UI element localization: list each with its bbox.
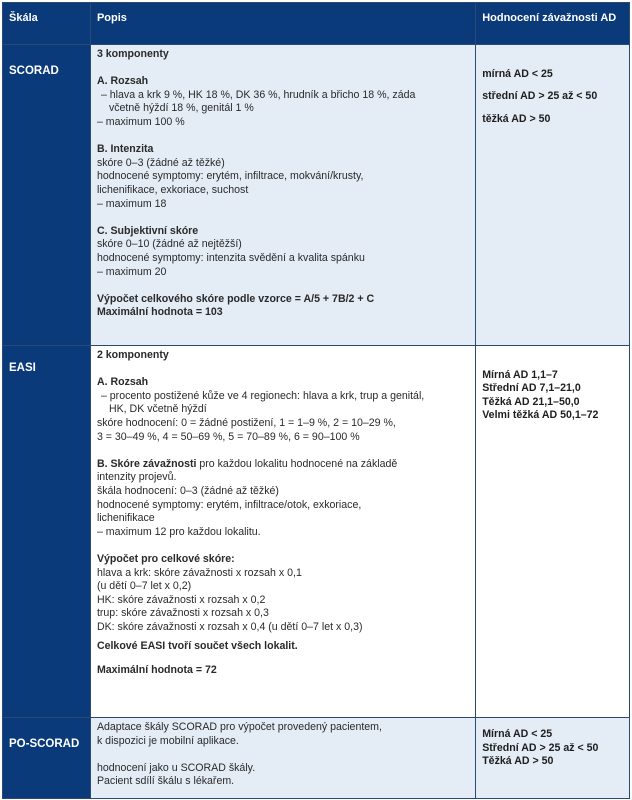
poscorad-description [90,718,475,799]
scorad-c-title: C. Subjektivní skóre [96,224,199,237]
poscorad-sev1: Mírná AD < 25 [482,728,553,740]
poscorad-line4: Pacient sdílí škálu s lékařem. [96,775,235,788]
scorad-a-line2: včetně hýždí 18 %, genitál 1 % [108,102,254,115]
easi-total: Celkové EASI tvoří součet všech lokalit. [96,640,298,653]
easi-calc4: trup: skóre závažnosti x rozsah x 0,3 [96,607,269,620]
scorad-b-line2: hodnocené symptomy: erytém, infiltrace, mokvání/krusty, [96,170,364,183]
scorad-c-line2: hodnocené symptomy: intenzita svědění a kvalita spánku [96,251,365,264]
easi-description [90,346,475,718]
poscorad-line1: Adaptace škály SCORAD pro výpočet provedený pacientem, [96,721,382,733]
scorad-sev3: těžká AD > 50 [482,112,551,125]
easi-b-title: B. Skóre závažnosti [96,457,197,470]
easi-calc1: hlava a krk: skóre závažnosti x rozsah x 0,1 [96,566,302,579]
easi-calc-title: Výpočet pro celkové skóre: [96,552,235,565]
scorad-b-title: B. Intenzita [96,143,154,156]
easi-a-line2: HK, DK včetně hýždí [108,403,207,416]
scorad-components: 3 komponenty [96,48,169,60]
easi-b-line5: – maximum 12 pro každou lokalitu. [96,525,261,538]
scorad-b-line4: – maximum 18 [96,197,167,210]
scorad-a-line3: – maximum 100 % [96,115,185,128]
scorad-c-line1: skóre 0–10 (žádné až nejtěžší) [96,238,242,251]
easi-sev4: Velmi těžká AD 50,1–72 [482,409,599,422]
header-scale: Škála [3,3,91,45]
table-row-poscorad [3,718,630,799]
easi-sev3: Těžká AD 21,1–50,0 [482,395,580,408]
scorad-b-line1: skóre 0–3 (žádné až těžké) [96,156,225,169]
easi-b-line3: hodnocené symptomy: erytém, infiltrace/otok, exkoriace, [96,498,362,511]
header-severity: Hodnocení závažnosti AD [476,3,630,45]
easi-components: 2 komponenty [96,349,169,361]
poscorad-sev2: Střední AD > 25 až < 50 [482,741,599,754]
scale-name-poscorad: PO-SCORAD [3,718,91,799]
easi-a-line1: – procento postižené kůže ve 4 regionech: hlava a krk, trup a genitál, [100,389,425,402]
scale-name-scorad: SCORAD [3,45,91,346]
easi-max: Maximální hodnota = 72 [96,664,217,677]
header-description: Popis [90,3,475,45]
poscorad-line3: hodnocení jako u SCORAD škály. [96,761,256,774]
easi-b-line4: lichenifikace [96,512,155,525]
poscorad-severity [476,718,630,799]
header-row [3,3,630,45]
scorad-sev2: střední AD > 25 až < 50 [482,90,598,103]
easi-b-title-line [97,458,469,472]
easi-b-line2: škála hodnocení: 0–3 (žádné až těžké) [96,484,279,497]
scorad-severity [476,45,630,346]
poscorad-sev3: Těžká AD > 50 [482,755,554,768]
easi-a-line3: skóre hodnocení: 0 = žádné postižení, 1 = 1–9 %, 2 = 10–29 %, [96,416,396,429]
easi-calc5: DK: skóre závažnosti x rozsah x 0,4 (u dětí 0–7 let x 0,3) [96,620,363,633]
scorad-max: Maximální hodnota = 103 [96,306,223,319]
scorad-b-line3: lichenifikace, exkoriace, suchost [96,183,249,196]
easi-a-title: A. Rozsah [96,376,149,389]
easi-sev1: Mírná AD 1,1–7 [482,368,558,381]
table-row-easi [3,346,630,718]
severity-scales-table [2,2,630,799]
table-row-scorad [3,45,630,346]
easi-b-line1: intenzity projevů. [96,471,177,484]
scale-name-easi: EASI [3,346,91,718]
scorad-sev1: mírná AD < 25 [482,67,553,80]
easi-b-title-rest: pro každou lokalitu hodnocené na základě [196,457,398,470]
easi-severity [476,346,630,718]
easi-a-line4: 3 = 30–49 %, 4 = 50–69 %, 5 = 70–89 %, 6 = 90–100 % [96,430,360,443]
easi-calc3: HK: skóre závažnosti x rozsah x 0,2 [96,593,266,606]
easi-calc2: (u dětí 0–7 let x 0,2) [96,580,192,593]
poscorad-line2: k dispozici je mobilní aplikace. [96,734,239,747]
scorad-c-line3: – maximum 20 [96,265,167,278]
scorad-a-title: A. Rozsah [96,75,149,88]
scorad-description [90,45,475,346]
scorad-a-line1: – hlava a krk 9 %, HK 18 %, DK 36 %, hrudník a břicho 18 %, záda [100,88,416,101]
scorad-formula: Výpočet celkového skóre podle vzorce = A/5 + 7B/2 + C [96,292,375,305]
easi-sev2: Střední AD 7,1–21,0 [482,382,581,395]
